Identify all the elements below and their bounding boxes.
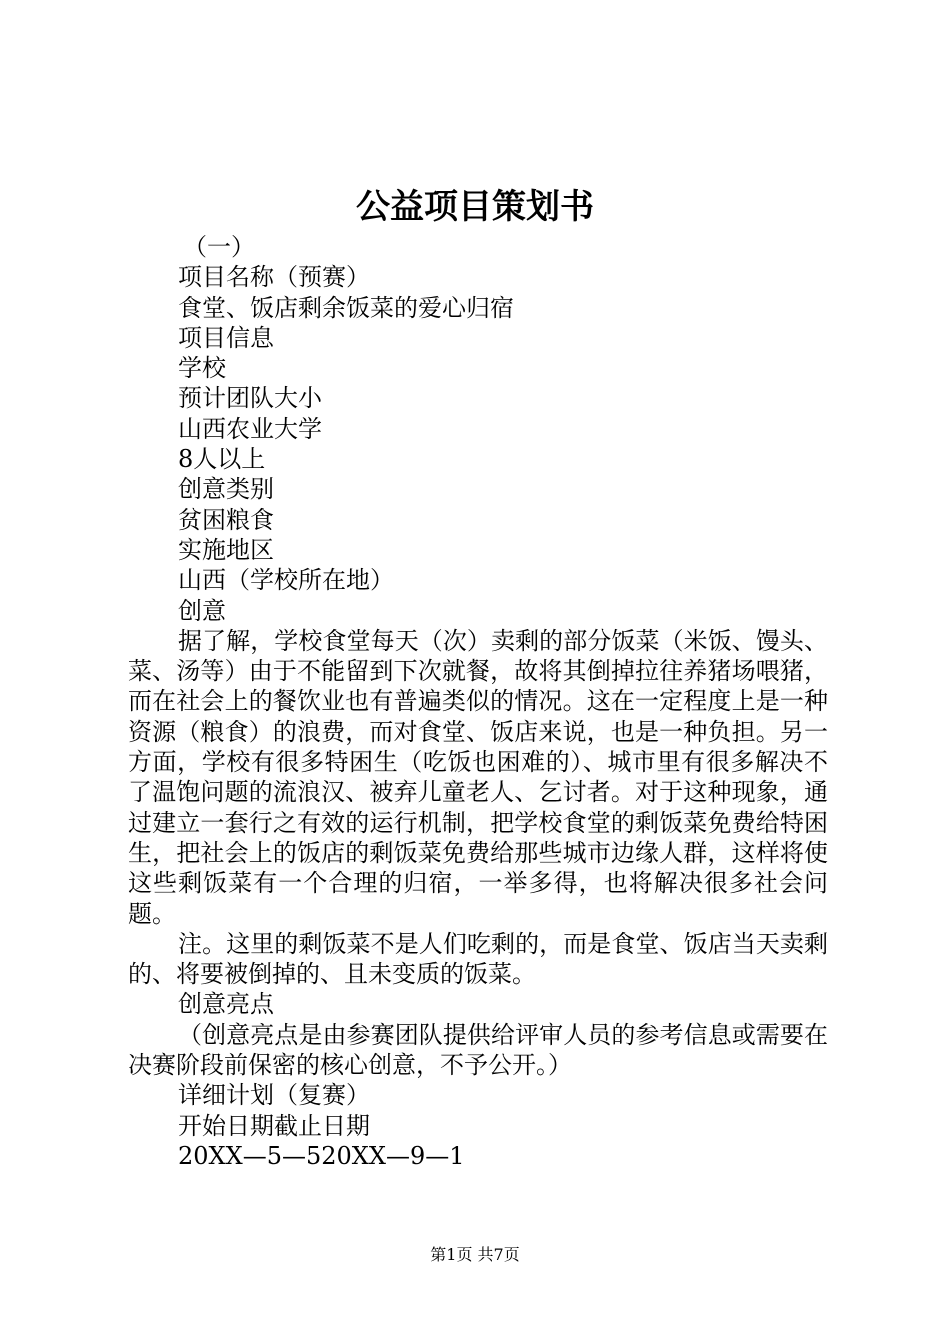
category-value: 贫困粮食 <box>178 505 274 534</box>
section-number: （一） <box>183 233 255 261</box>
page-indicator: 第1页 共7页 <box>430 1245 520 1264</box>
date-value: 20XX—5—520XX—9—1 <box>178 1141 465 1170</box>
team-size-label: 预计团队大小 <box>178 384 322 413</box>
page-title: 公益项目策划书 <box>356 187 594 227</box>
plan-heading: 详细计划（复赛） <box>178 1081 370 1110</box>
document-body <box>128 232 828 1171</box>
school-label: 学校 <box>178 354 226 383</box>
highlight-heading: 创意亮点 <box>178 990 274 1019</box>
date-heading: 开始日期截止日期 <box>178 1111 370 1140</box>
school-value: 山西农业大学 <box>178 414 322 443</box>
category-label: 创意类别 <box>178 475 274 504</box>
team-size-value: 8人以上 <box>178 445 266 474</box>
idea-heading: 创意 <box>178 596 226 625</box>
project-name-label: 项目名称（预赛） <box>178 263 370 292</box>
region-label: 实施地区 <box>178 535 274 564</box>
highlight-note: （创意亮点是由参赛团队提供给评审人员的参考信息或需要在决赛阶段前保密的核心创意，不予公开。） <box>128 1020 828 1080</box>
project-info-heading: 项目信息 <box>178 323 274 352</box>
idea-paragraph: 据了解，学校食堂每天（次）卖剩的部分饭菜（米饭、馒头、菜、汤等）由于不能留到下次就餐，故将其倒掉拉往养猪场喂猪，而在社会上的餐饮业也有普遍类似的情况。这在一定程度上是一种资源（粮食）的浪费，而对食堂、饭店来说，也是一种负担。另一方面，学校有很多特困生（吃饭也困难的）、城市里有很多解决不了温饱问题的流浪汉、被弃儿童老人、乞讨者。对于这种现象，通过建立一套行之有效的运行机制，把学校食堂的剩饭菜免费给特困生，把社会上的饭店的剩饭菜免费给那些城市边缘人群，这样将使这些剩饭菜有一个合理的归宿，一举多得，也将解决很多社会问题。 <box>128 626 828 928</box>
project-name-value: 食堂、饭店剩余饭菜的爱心归宿 <box>178 293 514 322</box>
note-paragraph: 注。这里的剩饭菜不是人们吃剩的，而是食堂、饭店当天卖剩的、将要被倒掉的、且未变质的饭菜。 <box>128 929 828 989</box>
region-value: 山西（学校所在地） <box>178 566 394 595</box>
